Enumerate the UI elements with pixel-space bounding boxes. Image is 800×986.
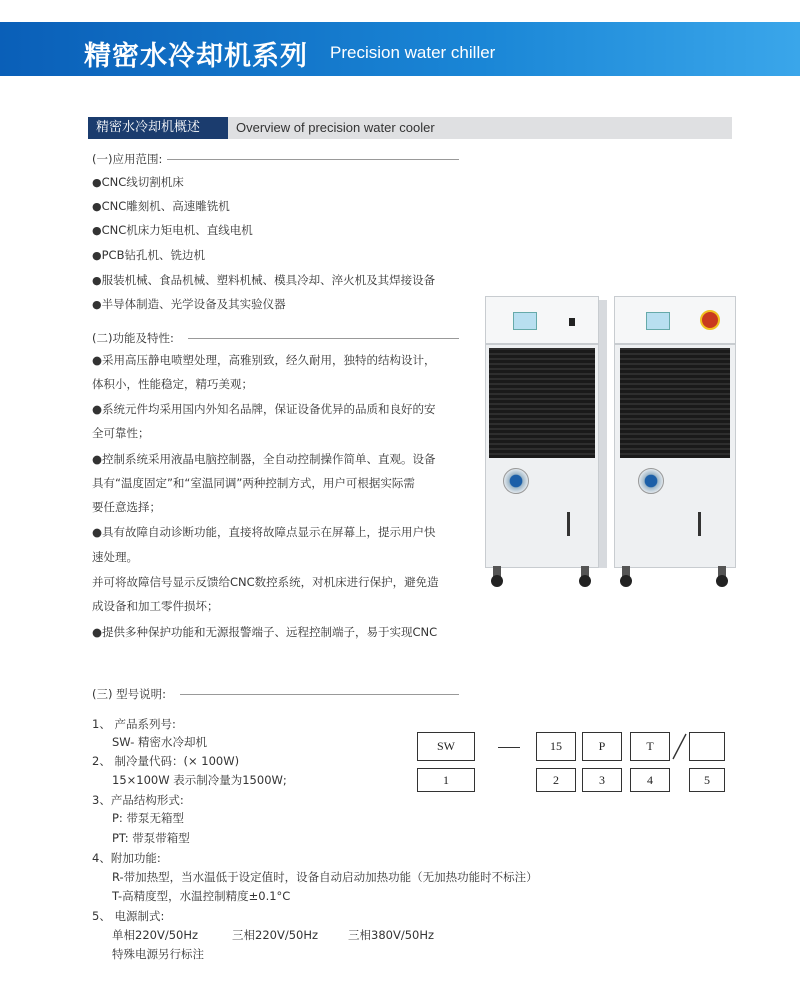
model-index-box: 5 (689, 768, 725, 792)
application-item-text: CNC线切割机床 (101, 175, 184, 189)
model-line: R-带加热型，当水温低于设定值时，设备自动启动加热功能（无加热功能时不标注） (112, 870, 538, 884)
level-gauge-icon (698, 512, 701, 536)
fan-vent-icon (638, 468, 664, 494)
controller-display-icon (646, 312, 670, 330)
caster-wheel-icon (620, 575, 632, 587)
application-item-text: 半导体制造、光学设备及其实验仪器 (101, 297, 286, 311)
level-gauge-icon (567, 512, 570, 536)
feature-line: 全可靠性； (92, 426, 150, 440)
code-dash (498, 747, 520, 748)
application-item (92, 222, 253, 238)
heading-rule (188, 338, 459, 339)
caster-wheel-icon (716, 575, 728, 587)
caster-wheel-icon (491, 575, 503, 587)
model-index-box: 4 (630, 768, 670, 792)
model-line: 3、产品结构形式: (92, 793, 184, 807)
model-heading (92, 686, 166, 702)
application-item-text: CNC机床力矩电机、直线电机 (101, 223, 253, 237)
model-heading-text: (三) 型号说明: (92, 687, 167, 701)
caster-wheel-icon (579, 575, 591, 587)
feature-line: 具有“温度固定”和“室温同调”两种控制方式，用户可根据实际需 (92, 476, 415, 490)
condenser-grill (620, 348, 730, 458)
model-line: SW- 精密水冷却机 (112, 735, 208, 749)
section-title-bar (88, 117, 732, 139)
application-item-text: 服装机械、食品机械、塑料机械、模具冷却、淬火机及其焊接设备 (101, 273, 436, 287)
switch-icon (569, 318, 575, 326)
application-item (92, 247, 205, 263)
application-item (92, 198, 230, 214)
heading-rule (180, 694, 459, 695)
model-index-box: 1 (417, 768, 475, 792)
power-option: 三相380V/50Hz (348, 928, 435, 942)
model-code-box: P (582, 732, 622, 761)
feature-line: ●系统元件均采用国内外知名品牌，保证设备优异的品质和良好的安 (92, 402, 436, 416)
model-line: 5、 电源制式: (92, 909, 165, 923)
chiller-unit-image (614, 290, 740, 590)
fan-vent-icon (503, 468, 529, 494)
model-code-box (689, 732, 725, 761)
model-line: PT: 带泵带箱型 (112, 831, 190, 845)
section-title-cn: 精密水冷却机概述 (88, 117, 228, 139)
feature-line: ●具有故障自动诊断功能，直接将故障点显示在屏幕上，提示用户快 (92, 525, 436, 539)
model-code-box: T (630, 732, 670, 761)
condenser-grill (489, 348, 595, 458)
power-option: 三相220V/50Hz (232, 928, 319, 942)
application-item (92, 272, 435, 288)
application-item-text: CNC雕刻机、高速雕铣机 (101, 199, 230, 213)
page-title: 精密水冷却机系列 (84, 41, 308, 72)
model-index-box: 2 (536, 768, 576, 792)
feature-line: 并可将故障信号显示反馈给CNC数控系统，对机床进行保护，避免造 (92, 575, 439, 589)
application-item (92, 296, 286, 312)
model-line: 15×100W 表示制冷量为1500W; (112, 773, 287, 787)
page-title-english: Precision water chiller (330, 43, 496, 62)
model-code-box: SW (417, 732, 475, 761)
model-line: 1、 产品系列号: (92, 717, 176, 731)
applications-heading (92, 151, 162, 167)
model-line: 2、 制冷量代码：(× 100W) (92, 754, 240, 768)
application-item-text: PCB钻孔机、铣边机 (101, 248, 205, 262)
application-item (92, 174, 184, 190)
model-index-box: 3 (582, 768, 622, 792)
controller-display-icon (513, 312, 537, 330)
model-line: 4、附加功能: (92, 851, 161, 865)
features-heading (92, 330, 174, 346)
model-line: 特殊电源另行标注 (112, 947, 204, 961)
chiller-unit-image (485, 290, 607, 590)
power-option: 单相220V/50Hz (112, 928, 199, 942)
feature-line: ●控制系统采用液晶电脑控制器，全自动控制操作简单、直观。设备 (92, 452, 436, 466)
heading-rule (167, 159, 459, 160)
code-slash-icon (670, 732, 688, 761)
model-line: T-高精度型，水温控制精度±0.1°C (112, 889, 291, 903)
feature-line: 速处理。 (92, 550, 138, 564)
model-code-box: 15 (536, 732, 576, 761)
feature-line: ●采用高压静电喷塑处理，高雅别致，经久耐用，独特的结构设计， (92, 353, 436, 367)
chiller-top-panel (485, 296, 599, 344)
model-line: P: 带泵无箱型 (112, 811, 184, 825)
power-switch-icon (700, 310, 720, 330)
feature-line: ●提供多种保护功能和无源报警端子、远程控制端子，易于实现CNC (92, 625, 438, 639)
section-title-en: Overview of precision water cooler (236, 120, 435, 135)
feature-line: 成设备和加工零件损坏； (92, 599, 219, 613)
features-heading-text: (二)功能及特性: (92, 331, 174, 345)
applications-heading-text: (一)应用范围: (92, 152, 163, 166)
feature-line: 要任意选择； (92, 500, 161, 514)
feature-line: 体积小，性能稳定，精巧美观； (92, 377, 253, 391)
